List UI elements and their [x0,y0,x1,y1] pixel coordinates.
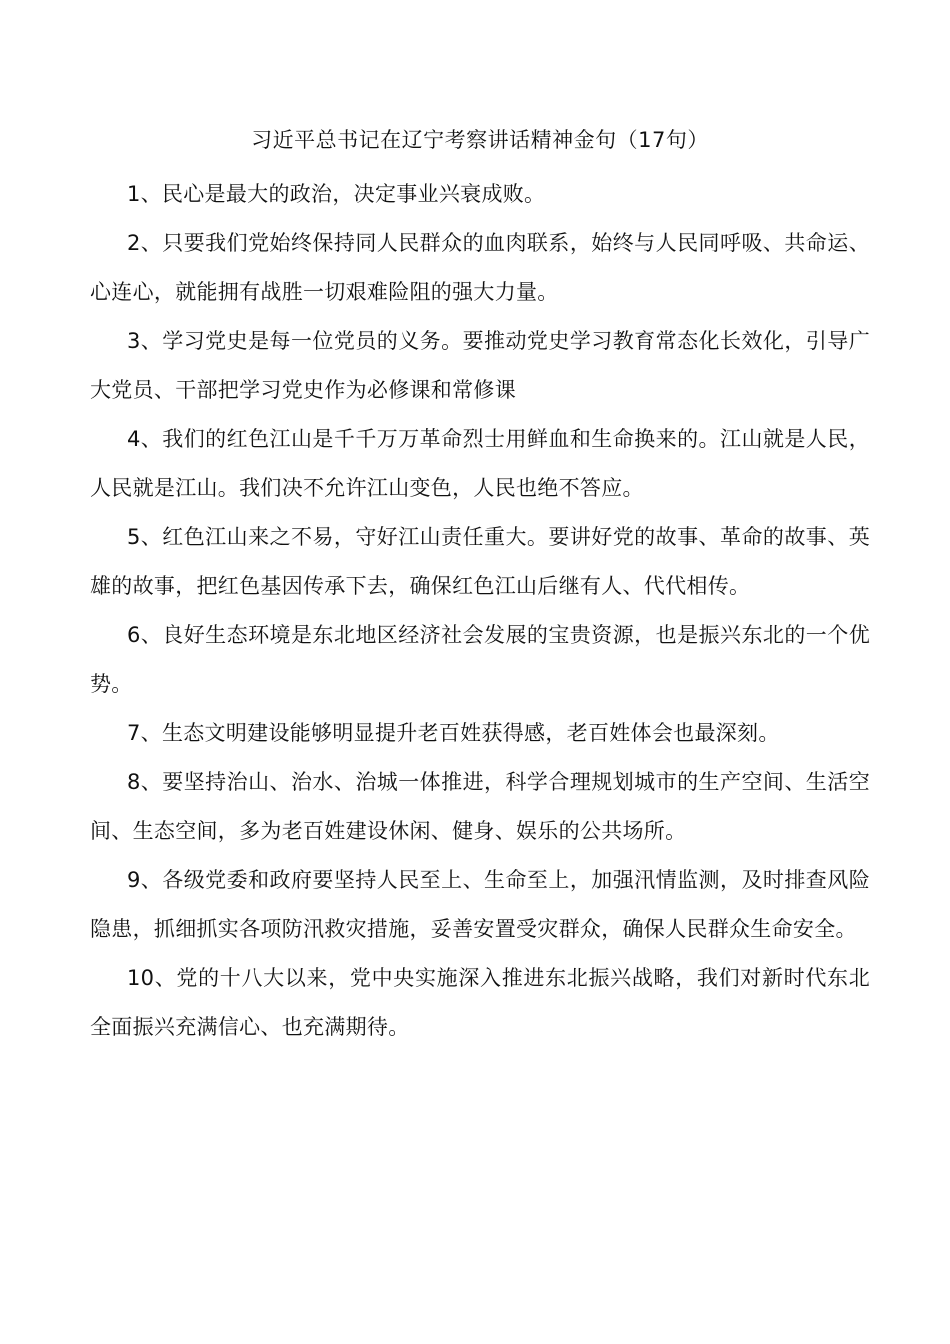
paragraph-2: 2、只要我们党始终保持同人民群众的血肉联系，始终与人民同呼吸、共命运、心连心，就能拥有战胜一切艰难险阻的强大力量。 [90,231,870,304]
paragraph-7: 7、生态文明建设能够明显提升老百姓获得感，老百姓体会也最深刻。 [127,721,780,745]
document-page [90,118,870,1052]
paragraph-9: 9、各级党委和政府要坚持人民至上、生命至上，加强汛情监测，及时排查风险隐患，抓细抓实各项防汛救灾措施，妥善安置受灾群众，确保人民群众生命安全。 [90,868,870,941]
paragraph-3: 3、学习党史是每一位党员的义务。要推动党史学习教育常态化长效化，引导广大党员、干部把学习党史作为必修课和常修课 [90,329,870,402]
paragraph-1: 1、民心是最大的政治，决定事业兴衰成败。 [127,182,546,206]
paragraph-4: 4、我们的红色江山是千千万万革命烈士用鲜血和生命换来的。江山就是人民，人民就是江山。我们决不允许江山变色，人民也绝不答应。 [90,427,870,500]
paragraph-6: 6、良好生态环境是东北地区经济社会发展的宝贵资源，也是振兴东北的一个优势。 [90,623,870,696]
document-title: 习近平总书记在辽宁考察讲话精神金句（17句） [251,128,709,152]
paragraph-8: 8、要坚持治山、治水、治城一体推进，科学合理规划城市的生产空间、生活空间、生态空间，多为老百姓建设休闲、健身、娱乐的公共场所。 [90,770,870,843]
paragraph-5: 5、红色江山来之不易，守好江山责任重大。要讲好党的故事、革命的故事、英雄的故事，把红色基因传承下去，确保红色江山后继有人、代代相传。 [90,525,870,598]
paragraph-10: 10、党的十八大以来，党中央实施深入推进东北振兴战略，我们对新时代东北全面振兴充满信心、也充满期待。 [90,966,870,1039]
